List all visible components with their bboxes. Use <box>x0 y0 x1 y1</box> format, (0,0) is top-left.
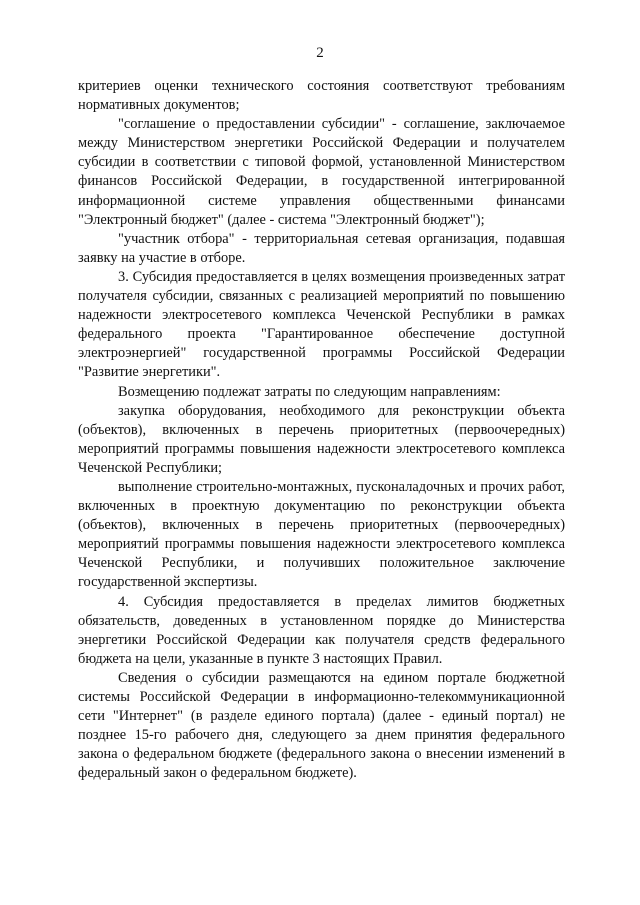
paragraph-construction-works: выполнение строительно-монтажных, пусконаладочных и прочих работ, включенных в проектную документацию по реконструкции объекта (объектов), включенных в перечень приоритетных (первоочередных) мероприятий программы повышения надежности электросетевого комплекса Чеченской Республики, и получивших положительное заключение государственной экспертизы. <box>78 478 565 591</box>
paragraph-criteria-continuation: критериев оценки технического состояния соответствуют требованиям нормативных документов; <box>78 78 565 114</box>
paragraph-portal-publication: Сведения о субсидии размещаются на едином портале бюджетной системы Российской Федерации в информационно-телекоммуникационной сети "Интернет" (в разделе единого портала) (далее - единый портал) не позднее 15-го рабочего дня, следующего за днем принятия федерального закона о федеральном бюджете (федерального закона о внесении изменений в федеральный закон о федеральном бюджете). <box>78 669 565 782</box>
page-number: 2 <box>316 45 324 61</box>
paragraph-equipment-purchase: закупка оборудования, необходимого для реконструкции объекта (объектов), включенных в перечень приоритетных (первоочередных) мероприятий программы повышения надежности электросетевого комплекса Чеченской Республики; <box>78 402 565 476</box>
paragraph-clause-3: 3. Субсидия предоставляется в целях возмещения произведенных затрат получателя субсидии, связанных с реализацией мероприятий по повышению надежности электросетевого комплекса Чеченской Республики в рамках федерального проекта "Гарантированное обеспечение доступной электроэнергией" государственной программы Российской Федерации "Развитие энергетики". <box>78 268 565 381</box>
paragraph-subsidy-agreement-definition: "соглашение о предоставлении субсидии" - соглашение, заключаемое между Министерством энергетики Российской Федерации и получателем субсидии в соответствии с типовой формой, установленной Министерством финансов Российской Федерации, в государственной интегрированной информационной системе управления общественными финансами "Электронный бюджет" (далее - система "Электронный бюджет"); <box>78 116 565 228</box>
paragraph-selection-participant-definition: "участник отбора" - территориальная сетевая организация, подавшая заявку на участие в отборе. <box>78 230 565 266</box>
paragraph-clause-4: 4. Субсидия предоставляется в пределах лимитов бюджетных обязательств, доведенных в установленном порядке до Министерства энергетики Российской Федерации как получателя средств федерального бюджета на цели, указанные в пункте 3 настоящих Правил. <box>78 593 565 667</box>
paragraph-reimbursable-costs-intro: Возмещению подлежат затраты по следующим направлениям: <box>118 383 501 400</box>
document-body <box>78 77 565 783</box>
